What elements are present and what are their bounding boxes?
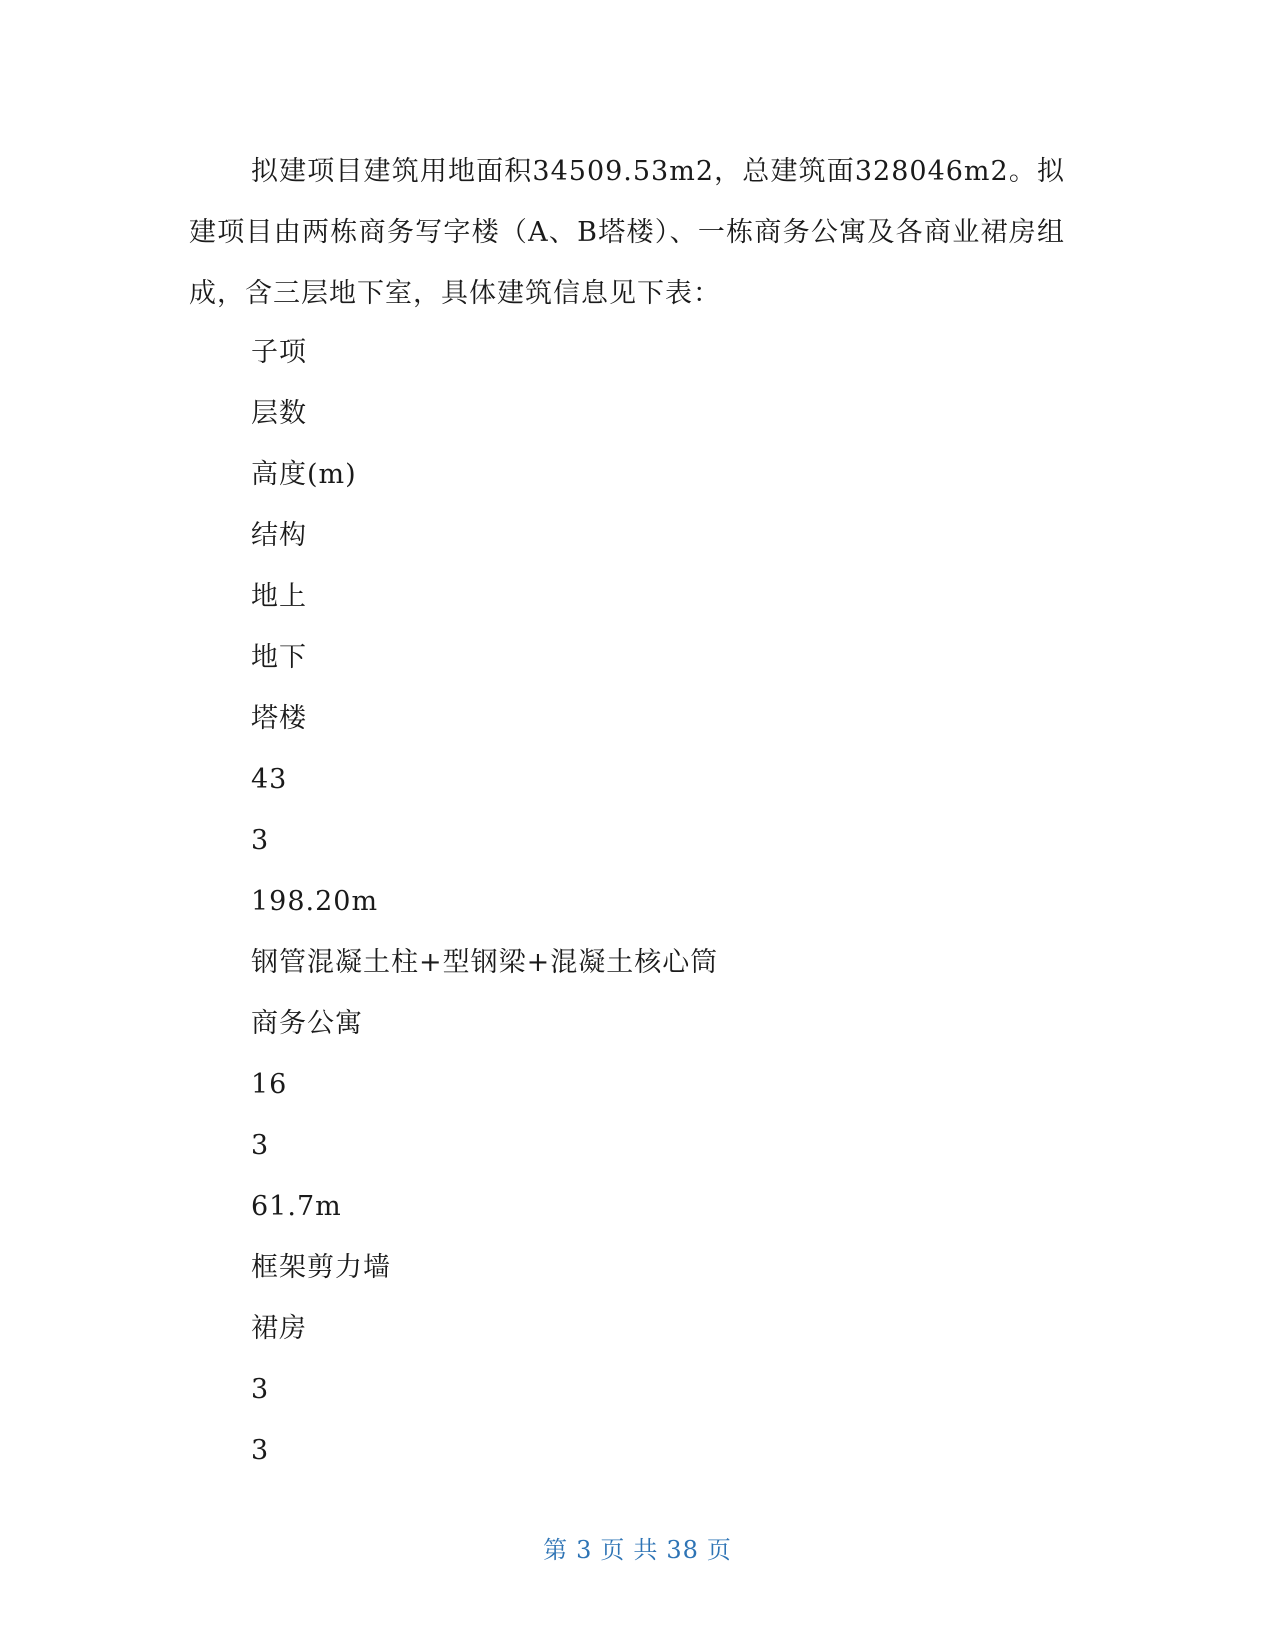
line-item: 3	[251, 825, 270, 856]
line-item: 框架剪力墙	[251, 1252, 391, 1283]
table-content-lines	[251, 322, 718, 1481]
line-item: 16	[251, 1069, 288, 1100]
footer-prefix: 第	[543, 1536, 569, 1564]
line-item: 3	[251, 1130, 270, 1161]
page-footer	[0, 1530, 1275, 1565]
line-item: 层数	[251, 398, 307, 429]
footer-current-page: 3	[576, 1536, 593, 1564]
line-item: 43	[251, 764, 288, 795]
line-item: 地上	[251, 581, 307, 612]
line-item: 3	[251, 1374, 270, 1405]
line-item: 商务公寓	[251, 1008, 363, 1039]
line-item: 子项	[251, 337, 307, 368]
line-item: 高度(m)	[251, 459, 357, 490]
line-item: 塔楼	[251, 703, 307, 734]
line-item: 61.7m	[251, 1191, 342, 1222]
line-item: 地下	[251, 642, 307, 673]
intro-paragraph: 拟建项目建筑用地面积34509.53m2，总建筑面328046m2。拟建项目由两栋商务写字楼（A、B塔楼）、一栋商务公寓及各商业裙房组成，含三层地下室，具体建筑信息见下表：	[189, 156, 1065, 309]
line-item: 198.20m	[251, 886, 379, 917]
footer-page-word: 页	[600, 1536, 626, 1564]
line-item: 结构	[251, 520, 307, 551]
line-item: 3	[251, 1435, 270, 1466]
footer-total-pages: 38	[666, 1536, 699, 1564]
line-item: 钢管混凝土柱+型钢梁+混凝土核心筒	[251, 947, 719, 978]
footer-suffix: 页	[706, 1536, 732, 1564]
line-item: 裙房	[251, 1313, 307, 1344]
footer-total-word: 共	[633, 1536, 659, 1564]
